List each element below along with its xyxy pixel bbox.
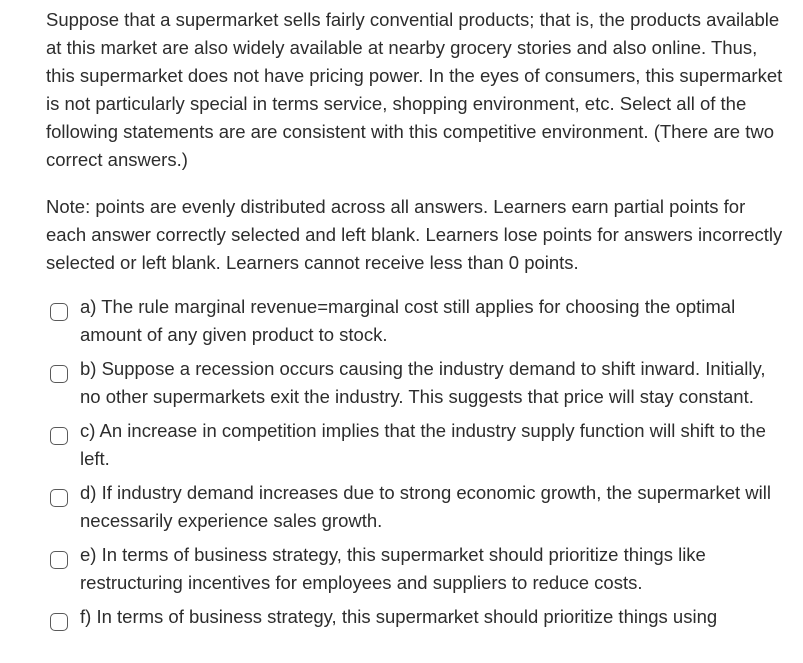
option-d-label[interactable]: d) If industry demand increases due to strong economic growth, the supermarket will necessarily experience sales growth. [80, 482, 771, 531]
option-e[interactable] [46, 541, 786, 597]
option-a[interactable] [46, 293, 786, 349]
option-d-checkbox[interactable] [50, 489, 68, 507]
option-a-label[interactable]: a) The rule marginal revenue=marginal cost still applies for choosing the optimal amount of any given product to stock. [80, 296, 736, 345]
option-b[interactable] [46, 355, 786, 411]
option-f-label[interactable]: f) In terms of business strategy, this supermarket should prioritize things using [80, 606, 718, 627]
option-e-checkbox[interactable] [50, 551, 68, 569]
option-b-checkbox[interactable] [50, 365, 68, 383]
option-f[interactable] [46, 603, 786, 631]
option-f-checkbox[interactable] [50, 613, 68, 631]
question-text: Suppose that a supermarket sells fairly convential products; that is, the products available at this market are also widely available at nearby grocery stories and also online. Thus, this supermarket does not have pricing power. In the eyes of consumers, this supermarket is not particularly special in terms service, shopping environment, etc. Select all of the following statements are are consistent with this competitive environment. (There are two correct answers.) [46, 9, 783, 170]
grading-note: Note: points are evenly distributed across all answers. Learners earn partial points for each answer correctly selected and left blank. Learners lose points for answers incorrectly selected or left blank. Learners cannot receive less than 0 points. [46, 196, 783, 273]
option-e-label[interactable]: e) In terms of business strategy, this supermarket should prioritize things like restructuring incentives for employees and suppliers to reduce costs. [80, 544, 706, 593]
option-d[interactable] [46, 479, 786, 535]
option-b-label[interactable]: b) Suppose a recession occurs causing the industry demand to shift inward. Initially, no other supermarkets exit the industry. This suggests that price will stay constant. [80, 358, 766, 407]
option-a-checkbox[interactable] [50, 303, 68, 321]
option-c-label[interactable]: c) An increase in competition implies that the industry supply function will shift to the left. [80, 420, 766, 469]
option-c[interactable] [46, 417, 786, 473]
question-content [46, 6, 786, 637]
answer-options [46, 293, 786, 631]
option-c-checkbox[interactable] [50, 427, 68, 445]
